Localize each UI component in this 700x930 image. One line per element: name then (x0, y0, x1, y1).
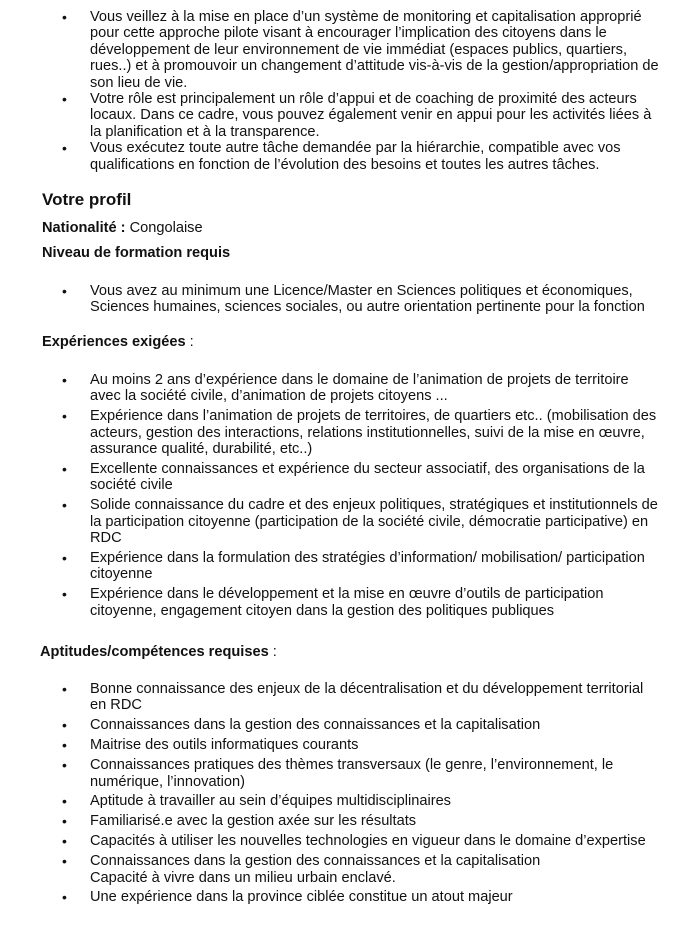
aptitudes-list (0, 681, 700, 909)
nationality-label: Nationalité : (42, 220, 126, 236)
list-item-text: Connaissances dans la gestion des connaissances et la capitalisation (90, 853, 541, 870)
aptitudes-heading-colon: : (268, 644, 277, 660)
profile-heading: Votre profil (42, 190, 132, 209)
list-item-text: Capacités à utiliser les nouvelles technologies en vigueur dans le domaine d’expertise (90, 833, 646, 850)
formation-heading-text: Niveau de formation requis (42, 245, 231, 261)
bullet-icon: • (62, 793, 67, 810)
list-item (0, 283, 700, 316)
list-item (0, 586, 700, 619)
bullet-icon: • (62, 586, 67, 603)
aptitudes-heading (40, 644, 277, 660)
list-item (0, 497, 700, 546)
list-item-text: Excellente connaissances et expérience du secteur associatif, des organisations de la société civile (90, 461, 645, 494)
nationality-line (42, 220, 203, 236)
formation-list (0, 283, 700, 316)
list-item (0, 813, 700, 829)
experience-heading-colon: : (185, 334, 194, 350)
list-item (0, 717, 700, 733)
list-item-text: Bonne connaissance des enjeux de la décentralisation et du développement territorial en RDC (90, 681, 644, 714)
aptitudes-heading-text: Aptitudes/compétences requises (40, 644, 269, 660)
list-item (0, 461, 700, 494)
list-item (0, 737, 700, 753)
bullet-icon: • (62, 497, 67, 514)
list-item (0, 91, 700, 140)
formation-heading (42, 245, 230, 261)
bullet-icon: • (62, 283, 67, 299)
bullet-icon: • (62, 717, 67, 734)
list-item (0, 757, 700, 790)
list-item (0, 372, 700, 405)
experience-list (0, 372, 700, 623)
list-item (0, 550, 700, 583)
list-item (0, 889, 700, 905)
list-item-text: Au moins 2 ans d’expérience dans le domaine de l’animation de projets de territoire avec la société civile, d’animation de projets citoyens ... (90, 372, 629, 405)
experience-heading (42, 334, 194, 350)
list-item-text: Expérience dans l’animation de projets de territoires, de quartiers etc.. (mobilisation des acteurs, gestion des interactions, relations institutionnelles, suivi de la mise en œuvre, assurance qualité, durabilité, etc..) (90, 408, 657, 458)
bullet-icon: • (62, 91, 67, 108)
list-item (0, 408, 700, 457)
bullet-icon: • (62, 408, 67, 425)
list-item (0, 140, 700, 173)
bullet-icon: • (62, 757, 67, 774)
list-item (0, 9, 700, 91)
list-item-text: Familiarisé.e avec la gestion axée sur les résultats (90, 813, 417, 830)
experience-heading-text: Expériences exigées (42, 334, 186, 350)
tasks-list (0, 9, 700, 173)
list-item-extra-line: Capacité à vivre dans un milieu urbain enclavé. (90, 869, 396, 886)
bullet-icon: • (62, 681, 67, 697)
bullet-icon: • (62, 550, 67, 567)
list-item-text: Une expérience dans la province ciblée constitue un atout majeur (90, 889, 513, 906)
list-item (0, 853, 700, 886)
list-item-text: Vous veillez à la mise en place d’un système de monitoring et capitalisation approprié pour cette approche pilote visant à encourager l’implication des citoyens dans le développement de leur environnement de vie immédiat (espaces publics, quartiers, rues..) et à promouvoir un changement d’attitude vis-à-vis de la gestion/appropriation de son lieu de vie. (90, 9, 659, 91)
list-item-text: Maitrise des outils informatiques courants (90, 737, 359, 754)
bullet-icon: • (62, 813, 67, 830)
nationality-value: Congolaise (129, 220, 203, 236)
list-item-text: Connaissances pratiques des thèmes transversaux (le genre, l’environnement, le numérique, l’innovation) (90, 757, 614, 790)
list-item-text: Connaissances dans la gestion des connaissances et la capitalisation (90, 717, 541, 734)
bullet-icon: • (62, 140, 67, 157)
list-item-text: Aptitude à travailler au sein d’équipes multidisciplinaires (90, 793, 451, 810)
bullet-icon: • (62, 9, 67, 25)
list-item (0, 681, 700, 714)
bullet-icon: • (62, 461, 67, 478)
list-item-text: Vous exécutez toute autre tâche demandée par la hiérarchie, compatible avec vos qualifications en fonction de l’évolution des besoins et toutes les autres tâches. (90, 140, 621, 173)
bullet-icon: • (62, 833, 67, 850)
list-item-text: Expérience dans le développement et la mise en œuvre d’outils de participation citoyenne, engagement citoyen dans la gestion des politiques publiques (90, 586, 604, 619)
bullet-icon: • (62, 889, 67, 906)
list-item-text: Vous avez au minimum une Licence/Master en Sciences politiques et économiques, Sciences humaines, sciences sociales, ou autre orientation pertinente pour la fonction (90, 283, 645, 316)
list-item-text: Votre rôle est principalement un rôle d’appui et de coaching de proximité des acteurs locaux. Dans ce cadre, vous pouvez également venir en appui pour les activités liées à la planification et à la transparence. (90, 91, 652, 140)
list-item (0, 833, 700, 849)
list-item-text: Solide connaissance du cadre et des enjeux politiques, stratégiques et institutionnels de la participation citoyenne (participation de la société civile, démocratie participative) en RDC (90, 497, 658, 547)
bullet-icon: • (62, 853, 67, 870)
list-item-text: Expérience dans la formulation des stratégies d’information/ mobilisation/ participation citoyenne (90, 550, 645, 583)
bullet-icon: • (62, 737, 67, 754)
list-item (0, 793, 700, 809)
bullet-icon: • (62, 372, 67, 388)
